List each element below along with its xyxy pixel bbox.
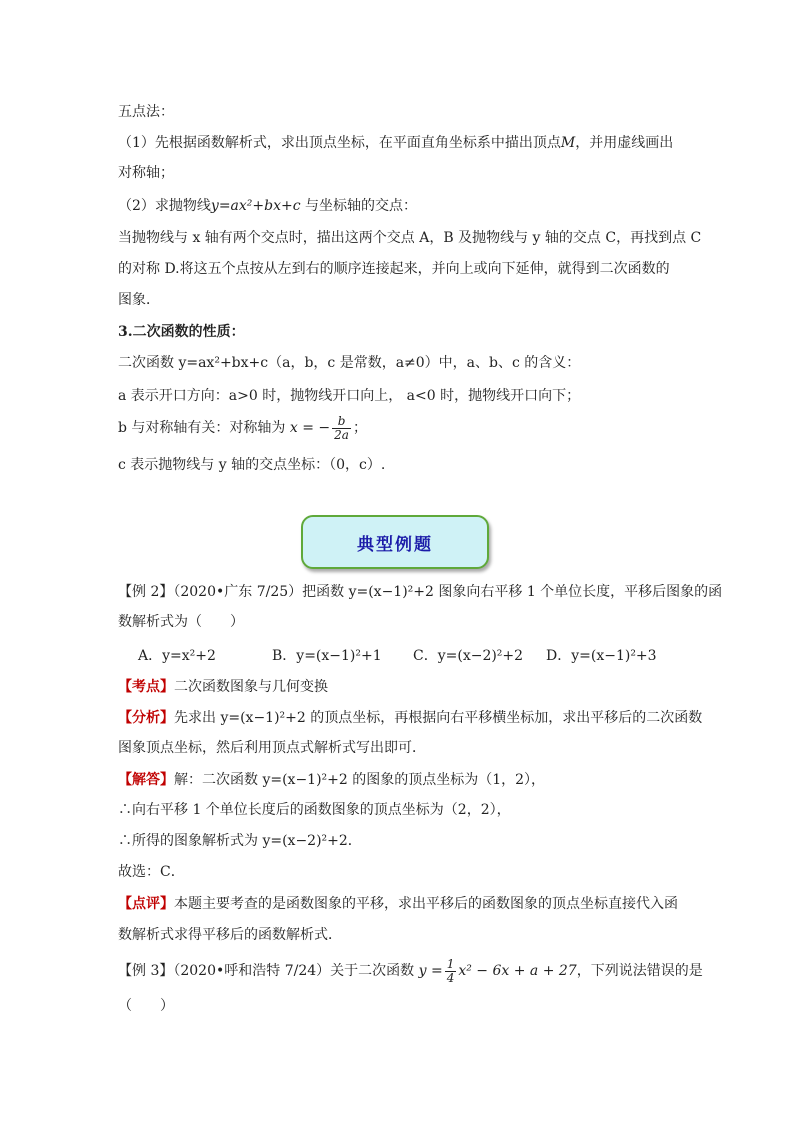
answer-line: 故选：C． — [118, 864, 185, 880]
b-fraction — [332, 415, 351, 442]
step1-text: （1）先根据函数解析式，求出顶点坐标，在平面直角坐标系中描出顶点 — [118, 135, 561, 151]
example3-line1 — [118, 954, 703, 988]
option-a: A．y=x²+2 — [138, 648, 216, 664]
step2-end: 与坐标轴的交点： — [300, 198, 418, 214]
para-line3: 图象． — [118, 292, 160, 308]
vertex-var: M — [560, 135, 576, 151]
example2-options — [0, 645, 794, 665]
example3-line2: （ ） — [118, 998, 174, 1014]
dianping-line2: 数解析式求得平移后的函数解析式． — [118, 927, 342, 943]
option-d: D．y=(x−1)²+3 — [546, 648, 657, 664]
b-frac-den: 2a — [334, 427, 349, 442]
b-line — [118, 413, 688, 443]
step2-text: （2）求抛物线 — [118, 198, 211, 214]
kaodian-text: 二次函数图象与几何变换 — [174, 679, 328, 695]
para-line2: 的对称 D.将这五个点按从左到右的顺序连接起来，并向上或向下延伸，就得到二次函数的 — [118, 261, 670, 277]
example3-frac-den: 4 — [446, 970, 455, 985]
example3-post: ，下列说法错误的是 — [576, 963, 703, 979]
step1-line1 — [118, 133, 688, 153]
fenxi-line1 — [118, 708, 703, 728]
example3-frac-num: 1 — [446, 956, 455, 971]
fenxi-tag: 【分析】 — [118, 710, 174, 726]
fenxi-text1: 先求出 y=(x−1)²+2 的顶点坐标，再根据向右平移横坐标加，求出平移后的二次函数 — [174, 710, 703, 726]
b-frac-num: b — [332, 415, 351, 429]
step2-line — [118, 196, 688, 216]
example2-line2: 数解析式为（ ） — [118, 614, 244, 630]
step1-line2: 对称轴； — [118, 165, 174, 181]
example3-fraction — [445, 958, 457, 985]
five-point-title: 五点法： — [118, 104, 174, 120]
step2-formula: y=ax²+bx+c — [210, 198, 301, 214]
properties-intro: 二次函数 y=ax²+bx+c（a，b，c 是常数，a≠0）中，a、b、c 的含义： — [118, 355, 581, 371]
dianping-line1 — [118, 894, 688, 914]
jieda-line3: ∴所得的图象解析式为 y=(x−2)²+2． — [118, 833, 362, 849]
step1-end: ，并用虚线画出 — [575, 135, 674, 151]
b-line-pre: b 与对称轴有关：对称轴为 — [118, 420, 286, 436]
option-b: B．y=(x−1)²+1 — [272, 648, 382, 664]
b-formula-lhs: x = − — [289, 420, 331, 436]
example3-formula-rest: x² − 6x + a + 27 — [458, 963, 577, 979]
example3-pre: 【例 3】（2020•呼和浩特 7/24）关于二次函数 — [118, 963, 415, 979]
b-line-post: ； — [352, 420, 367, 436]
dianping-tag: 【点评】 — [118, 896, 174, 912]
example2-line1: 【例 2】（2020•广东 7/25）把函数 y=(x−1)²+2 图象向右平移 1 个单位长度，平移后图象的函 — [118, 584, 723, 600]
jieda-line2: ∴向右平移 1 个单位长度后的函数图象的顶点坐标为（2，2）， — [118, 802, 511, 818]
kaodian-line — [118, 677, 688, 697]
banner-label: 典型例题 — [357, 534, 433, 555]
kaodian-tag: 【考点】 — [118, 679, 174, 695]
typical-examples-banner — [301, 515, 489, 569]
a-line: a 表示开口方向：a>0 时，抛物线开口向上， a<0 时，抛物线开口向下； — [118, 388, 581, 404]
properties-title: 3.二次函数的性质： — [118, 324, 245, 340]
jieda-line1 — [118, 770, 688, 790]
option-c: C．y=(x−2)²+2 — [413, 648, 524, 664]
c-line: c 表示抛物线与 y 轴的交点坐标：（0，c）. — [118, 457, 386, 473]
fenxi-line2: 图象顶点坐标，然后利用顶点式解析式写出即可． — [118, 740, 426, 756]
para-line1: 当抛物线与 x 轴有两个交点时，描出这两个交点 A，B 及抛物线与 y 轴的交点 C，再找到点 C — [118, 230, 702, 246]
jieda-tag: 【解答】 — [118, 772, 174, 788]
jieda-text1: 解：二次函数 y=(x−1)²+2 的图象的顶点坐标为（1，2）， — [174, 772, 546, 788]
dianping-text1: 本题主要考查的是函数图象的平移，求出平移后的函数图象的顶点坐标直接代入函 — [174, 896, 678, 912]
example3-formula-y: y = — [418, 963, 443, 979]
